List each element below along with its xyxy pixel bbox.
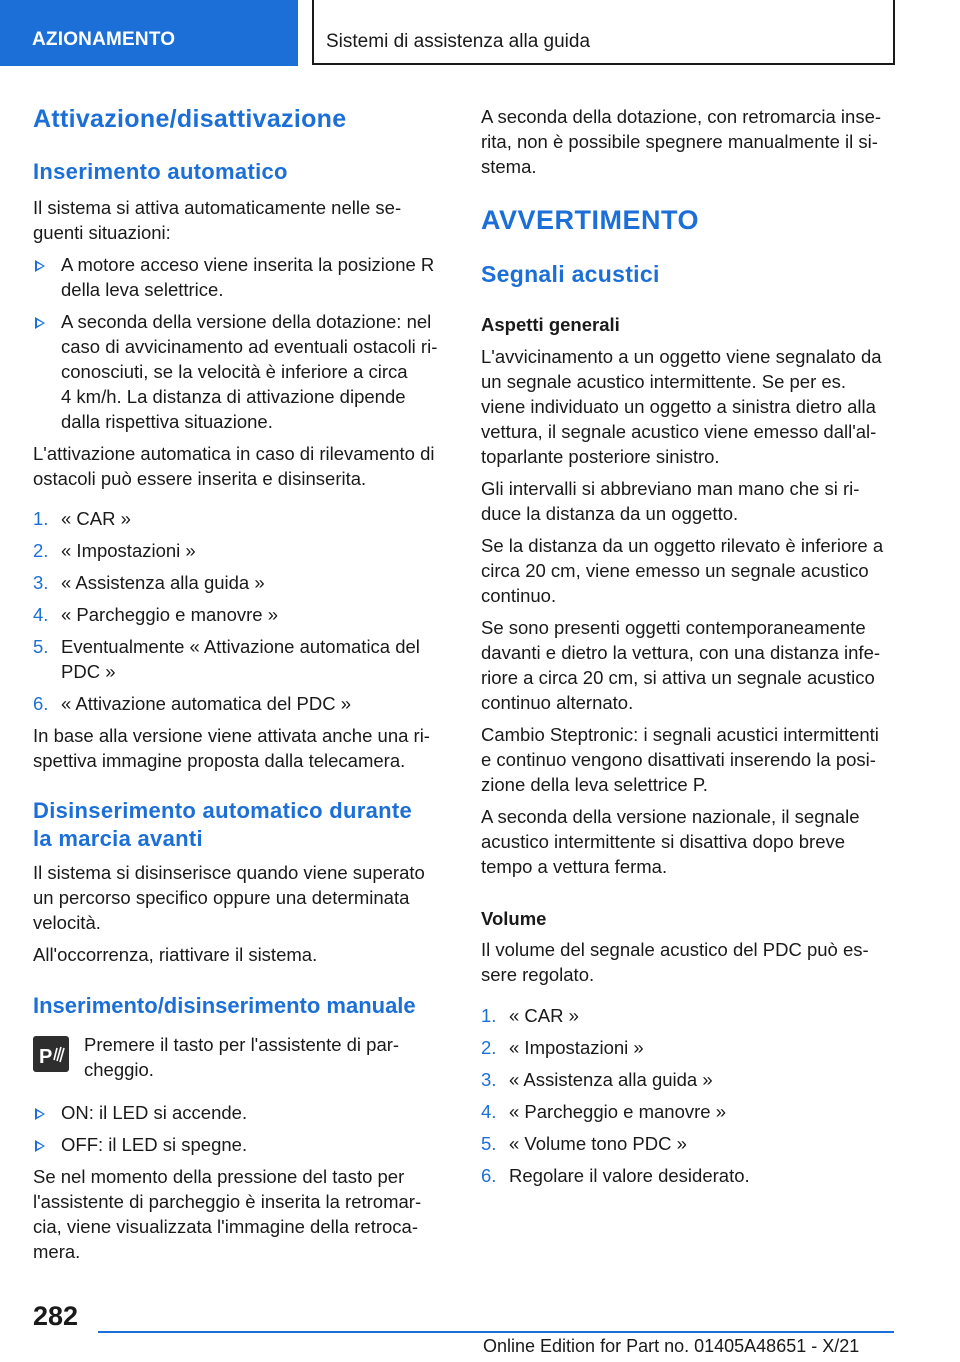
list-item-continuation bbox=[33, 359, 408, 385]
list-item-text: A seconda della versione della dotazione: nel bbox=[61, 311, 432, 332]
paragraph-line: Se nel momento della pressione del tasto per bbox=[33, 1166, 405, 1187]
paragraph-line: zione della leva selettrice P. bbox=[481, 774, 708, 795]
paragraph-line: circa 20 cm, viene emesso un segnale acustico bbox=[481, 560, 869, 581]
triangle-bullet-icon bbox=[35, 1108, 45, 1120]
list-item-text: ON: il LED si accende. bbox=[61, 1102, 248, 1123]
paragraph-line: Il volume del segnale acustico del PDC può es- bbox=[481, 939, 869, 960]
step-text: « CAR » bbox=[509, 1005, 579, 1026]
list-item-continuation bbox=[33, 277, 223, 303]
paragraph-line: cheggio. bbox=[84, 1059, 154, 1080]
paragraph-line: rita, non è possibile spegnere manualmente il si- bbox=[481, 131, 878, 152]
header-divider-right bbox=[893, 0, 895, 64]
step-number: 2. bbox=[481, 1037, 497, 1058]
paragraph-line: riore a circa 20 cm, si attiva un segnale acustico bbox=[481, 667, 875, 688]
paragraph-line: spettiva immagine proposta dalla telecamera. bbox=[33, 750, 406, 771]
heading-avvertimento: AVVERTIMENTO bbox=[481, 205, 700, 235]
triangle-bullet-icon bbox=[35, 317, 45, 329]
paragraph-line: viene individuato un oggetto a sinistra dietro alla bbox=[481, 396, 876, 417]
step-number: 6. bbox=[33, 693, 49, 714]
paragraph-line: L'avvicinamento a un oggetto viene segnalato da bbox=[481, 346, 882, 367]
step-number: 2. bbox=[33, 540, 49, 561]
paragraph-line: sere regolato. bbox=[481, 964, 595, 985]
list-item bbox=[33, 1132, 247, 1158]
step-item-continuation bbox=[33, 659, 116, 685]
step-number: 1. bbox=[33, 508, 49, 529]
paragraph-line: Se la distanza da un oggetto rilevato è inferiore a bbox=[481, 535, 884, 556]
paragraph-line: Il sistema si disinserisce quando viene superato bbox=[33, 862, 425, 883]
paragraph-line: In base alla versione viene attivata anche una ri- bbox=[33, 725, 430, 746]
step-item bbox=[481, 1067, 713, 1093]
step-item bbox=[481, 1131, 687, 1157]
header-underline bbox=[312, 63, 895, 65]
paragraph-line: toparlante posteriore sinistro. bbox=[481, 446, 720, 467]
step-item bbox=[33, 570, 265, 596]
paragraph-line: velocità. bbox=[33, 912, 101, 933]
step-text: « Volume tono PDC » bbox=[509, 1133, 687, 1154]
paragraph-line: Cambio Steptronic: i segnali acustici intermittenti bbox=[481, 724, 879, 745]
heading-inserimento-automatico: Inserimento automatico bbox=[33, 159, 288, 184]
step-item bbox=[33, 602, 278, 628]
list-item bbox=[33, 252, 434, 278]
paragraph-line: Se sono presenti oggetti contemporaneamente bbox=[481, 617, 866, 638]
chapter-title: Sistemi di assistenza alla guida bbox=[326, 31, 591, 52]
list-item-text: A motore acceso viene inserita la posizione R bbox=[61, 254, 435, 275]
heading-disinserimento-cont: la marcia avanti bbox=[33, 826, 203, 851]
step-item bbox=[33, 634, 420, 660]
paragraph-line: l'assistente di parcheggio è inserita la retromar- bbox=[33, 1191, 422, 1212]
paragraph-line: e continuo vengono disattivati inserendo la posi- bbox=[481, 749, 876, 770]
heading-attivazione: Attivazione/disattivazione bbox=[33, 105, 347, 133]
paragraph-line: Il sistema si attiva automaticamente nelle se- bbox=[33, 197, 402, 218]
park-distance-control-button-icon bbox=[33, 1036, 69, 1072]
triangle-bullet-icon bbox=[35, 260, 45, 272]
list-item-text: conosciuti, se la velocità è inferiore a circa bbox=[61, 361, 408, 382]
step-number: 6. bbox=[481, 1165, 497, 1186]
paragraph-line: continuo alternato. bbox=[481, 692, 634, 713]
subheading-aspetti-generali: Aspetti generali bbox=[481, 314, 620, 335]
paragraph-line: duce la distanza da un oggetto. bbox=[481, 503, 739, 524]
step-text: « Assistenza alla guida » bbox=[509, 1069, 713, 1090]
step-text: « Impostazioni » bbox=[61, 540, 196, 561]
step-number: 5. bbox=[481, 1133, 497, 1154]
step-item bbox=[33, 506, 131, 532]
list-item bbox=[33, 309, 431, 335]
step-text: « Parcheggio e manovre » bbox=[61, 604, 278, 625]
list-item-text: della leva selettrice. bbox=[61, 279, 224, 300]
paragraph-line: Gli intervalli si abbreviano man mano che si ri- bbox=[481, 478, 860, 499]
step-text: « Impostazioni » bbox=[509, 1037, 644, 1058]
page-number: 282 bbox=[33, 1301, 79, 1331]
heading-disinserimento: Disinserimento automatico durante bbox=[33, 798, 413, 823]
step-item bbox=[481, 1003, 579, 1029]
list-item-text: dalla rispettiva situazione. bbox=[61, 411, 273, 432]
list-item-text: OFF: il LED si spegne. bbox=[61, 1134, 248, 1155]
list-item-continuation bbox=[33, 409, 273, 435]
subheading-volume: Volume bbox=[481, 908, 547, 929]
section-tab-label: AZIONAMENTO bbox=[32, 29, 176, 50]
paragraph-line: un percorso specifico oppure una determinata bbox=[33, 887, 410, 908]
step-item bbox=[33, 691, 351, 717]
step-text: « Attivazione automatica del PDC » bbox=[61, 693, 351, 714]
step-item bbox=[481, 1163, 750, 1189]
paragraph-line: cia, viene visualizzata l'immagine della retroca- bbox=[33, 1216, 419, 1237]
page-header bbox=[0, 0, 960, 66]
paragraph-line: All'occorrenza, riattivare il sistema. bbox=[33, 944, 318, 965]
paragraph-line: A seconda della dotazione, con retromarcia inse- bbox=[481, 106, 882, 127]
paragraph-line: vettura, il segnale acustico viene emesso dall'al- bbox=[481, 421, 877, 442]
step-number: 3. bbox=[481, 1069, 497, 1090]
list-item-text: 4 km/h. La distanza di attivazione dipende bbox=[61, 386, 406, 407]
paragraph-line: A seconda della versione nazionale, il segnale bbox=[481, 806, 860, 827]
step-text: Regolare il valore desiderato. bbox=[509, 1165, 750, 1186]
paragraph-line: davanti e dietro la vettura, con una distanza infe- bbox=[481, 642, 881, 663]
step-number: 4. bbox=[481, 1101, 497, 1122]
list-item-continuation bbox=[33, 384, 406, 410]
svg-text:P: P bbox=[39, 1046, 53, 1068]
paragraph-line: continuo. bbox=[481, 585, 557, 606]
step-item bbox=[481, 1035, 644, 1061]
paragraph-line: L'attivazione automatica in caso di rilevamento di bbox=[33, 443, 435, 464]
step-text: « CAR » bbox=[61, 508, 131, 529]
paragraph-line: Premere il tasto per l'assistente di par- bbox=[84, 1034, 400, 1055]
step-item bbox=[33, 538, 196, 564]
step-number: 4. bbox=[33, 604, 49, 625]
paragraph-line: acustico intermittente si disattiva dopo breve bbox=[481, 831, 846, 852]
heading-segnali-acustici: Segnali acustici bbox=[481, 261, 660, 287]
list-item bbox=[33, 1100, 247, 1126]
paragraph-line: ostacoli può essere inserita e disinserita. bbox=[33, 468, 367, 489]
step-number: 1. bbox=[481, 1005, 497, 1026]
paragraph-line: guenti situazioni: bbox=[33, 222, 171, 243]
step-text: « Parcheggio e manovre » bbox=[509, 1101, 726, 1122]
footer-rule bbox=[98, 1331, 894, 1333]
heading-manuale: Inserimento/disinserimento manuale bbox=[33, 993, 416, 1018]
paragraph-line: stema. bbox=[481, 156, 537, 177]
paragraph-line: mera. bbox=[33, 1241, 81, 1262]
step-text: « Assistenza alla guida » bbox=[61, 572, 265, 593]
list-item-continuation bbox=[33, 334, 437, 360]
paragraph-line: tempo a vettura ferma. bbox=[481, 856, 668, 877]
list-item-text: caso di avvicinamento ad eventuali ostacoli ri- bbox=[61, 336, 438, 357]
triangle-bullet-icon bbox=[35, 1140, 45, 1152]
step-item bbox=[481, 1099, 726, 1125]
header-divider-left bbox=[312, 0, 314, 64]
footer-edition: Online Edition for Part no. 01405A48651 - X/21 bbox=[483, 1336, 860, 1356]
step-text: PDC » bbox=[61, 661, 116, 682]
step-number: 5. bbox=[33, 636, 49, 657]
step-text: Eventualmente « Attivazione automatica del bbox=[61, 636, 420, 657]
section-tab bbox=[0, 0, 298, 66]
step-number: 3. bbox=[33, 572, 49, 593]
paragraph-line: un segnale acustico intermittente. Se per es. bbox=[481, 371, 847, 392]
